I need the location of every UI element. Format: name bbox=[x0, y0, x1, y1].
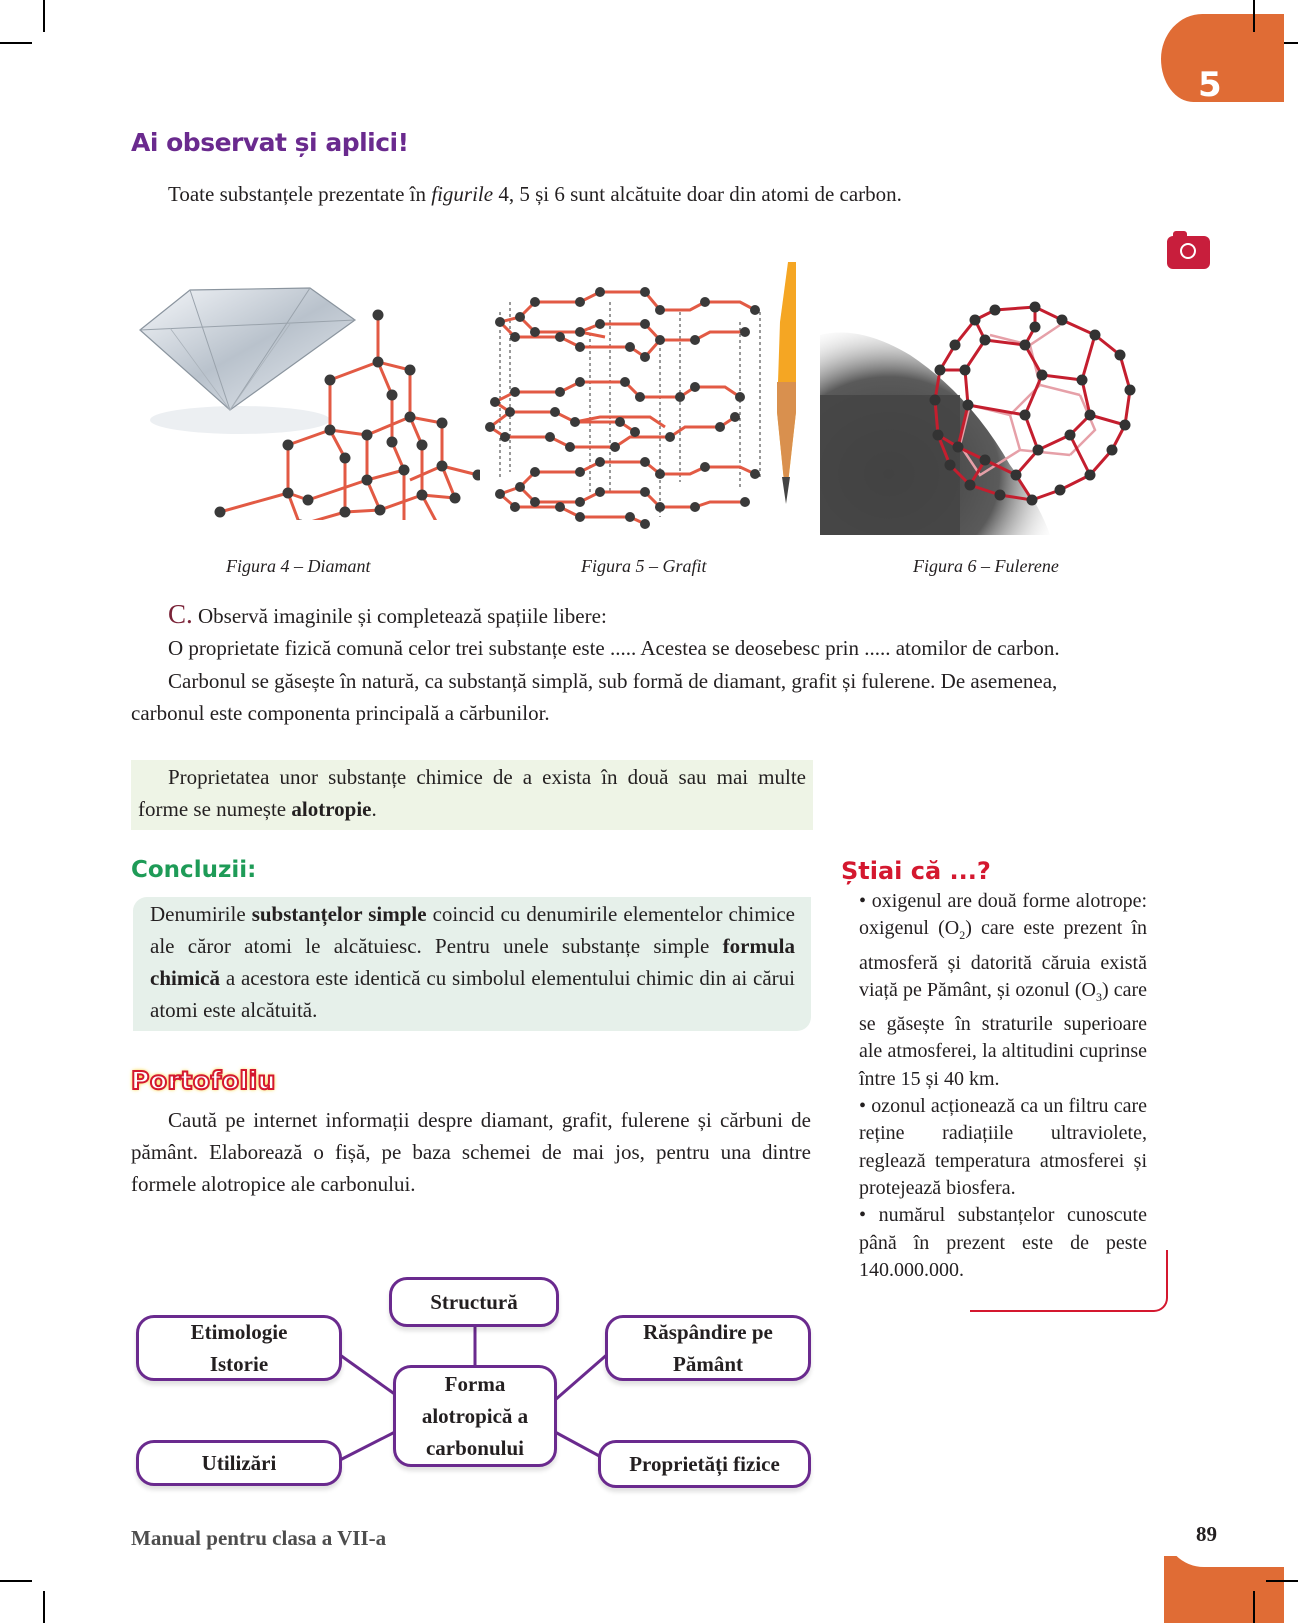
conclusions-bold-2: formula chimică bbox=[150, 934, 795, 990]
portfolio-heading: Portofoliu bbox=[131, 1066, 276, 1095]
subscript-2: 2 bbox=[959, 928, 966, 943]
concept-node-center: Forma alotropică a carbonului bbox=[393, 1365, 557, 1467]
exercise-c-line: O proprietate fizică comună celor trei substanțe este ..... Acestea se deosebesc prin ..... atomilor de carbon. bbox=[168, 636, 1060, 660]
concept-node-distribution: Răspândire pe Pământ bbox=[605, 1315, 811, 1381]
exercise-letter: C. bbox=[168, 599, 193, 629]
figure-caption-graphite: Figura 5 – Grafit bbox=[581, 556, 707, 576]
did-you-know-text bbox=[859, 888, 1147, 1284]
concept-node-etymology: Etimologie Istorie bbox=[136, 1315, 342, 1381]
intro-italic: figurile bbox=[431, 182, 494, 206]
did-you-know-bullet-3: • numărul substanțelor cunoscute până în prezent este de peste 140.000.000. bbox=[859, 1204, 1147, 1281]
connector-bottom-right bbox=[555, 1432, 603, 1458]
subscript-3: 3 bbox=[1095, 989, 1102, 1004]
bullet-1-part-a: • oxigenul are două forme alotrope: oxigenul (O bbox=[859, 890, 1147, 940]
connector-top-right bbox=[555, 1352, 610, 1400]
definition-term: alotropie bbox=[291, 797, 372, 821]
definition-prefix: Proprietatea unor substanțe chimice de a exista în două sau mai multe forme se numește bbox=[138, 765, 806, 821]
crop-mark bbox=[1266, 1580, 1298, 1582]
page-tab-cutout bbox=[1164, 1500, 1284, 1567]
conclusions-bold-1: substanțelor simple bbox=[251, 902, 427, 926]
figure-caption-diamond: Figura 4 – Diamant bbox=[226, 556, 371, 576]
chapter-number: 5 bbox=[1198, 65, 1222, 105]
conclusions-heading: Concluzii: bbox=[131, 857, 257, 883]
conclusions-text-1: Denumirile bbox=[150, 902, 252, 926]
connector-top-left bbox=[340, 1355, 396, 1395]
carbon-paragraph-line1: Carbonul se găsește în natură, ca substanță simplă, sub formă de diamant, grafit și fulerene. De asemenea, bbox=[168, 669, 1058, 693]
bullet-1-part-b: ) care este prezent în atmosferă și datorită căruia există viață pe Pământ, și ozonul (O bbox=[859, 917, 1147, 1001]
intro-prefix: Toate substanțele prezentate în bbox=[168, 182, 432, 206]
did-you-know-border bbox=[970, 1250, 1168, 1312]
bullet-1-part-c: ) care se găsește în straturile superioare ale atmosferei, la altitudini cuprinse între 15 și 40 km. bbox=[859, 978, 1147, 1090]
definition-suffix: . bbox=[371, 797, 377, 821]
concept-node-physical-properties: Proprietăți fizice bbox=[598, 1440, 811, 1488]
section-title: Ai observat și aplici! bbox=[131, 128, 409, 157]
connector-bottom-left bbox=[340, 1432, 395, 1460]
concept-node-structure: Structură bbox=[389, 1277, 559, 1327]
concept-node-uses: Utilizări bbox=[136, 1440, 342, 1486]
did-you-know-bullet-1 bbox=[859, 888, 1147, 1093]
conclusions-text-3: a acestora este identică cu simbolul elementului chimic din ai cărui atomi este alcătuită. bbox=[150, 966, 795, 1022]
figure-caption-fullerene: Figura 6 – Fulerene bbox=[913, 556, 1059, 576]
footer-book-title: Manual pentru clasa a VII-a bbox=[131, 1526, 387, 1550]
portfolio-text: Caută pe internet informații despre diamant, grafit, fulerene și cărbuni de pământ. Elaborează o fișă, pe baza schemei de mai jos, pentru una dintre formele alotropice ale carbonului. bbox=[131, 1108, 811, 1196]
conclusions-text-2: coincid cu denumirile elementelor chimice ale căror atomi le alcătuiesc. Pentru unele substanțe simple bbox=[150, 902, 796, 958]
did-you-know-heading: Știai că ...? bbox=[841, 857, 991, 885]
page-number: 89 bbox=[1196, 1522, 1217, 1546]
carbon-paragraph-line2: carbonul este componenta principală a cărbunilor. bbox=[131, 701, 550, 725]
crop-mark bbox=[1253, 1591, 1255, 1623]
intro-figs: 4, 5 și 6 sunt alcătuite doar din atomi de carbon. bbox=[493, 182, 902, 206]
exercise-instruction-text: Observă imaginile și completează spațiile libere: bbox=[192, 604, 607, 628]
did-you-know-bullet-2: • ozonul acționează ca un filtru care reține radiațiile ultraviolete, reglează temperatura atmosferei și protejează biosfera. bbox=[859, 1095, 1147, 1199]
